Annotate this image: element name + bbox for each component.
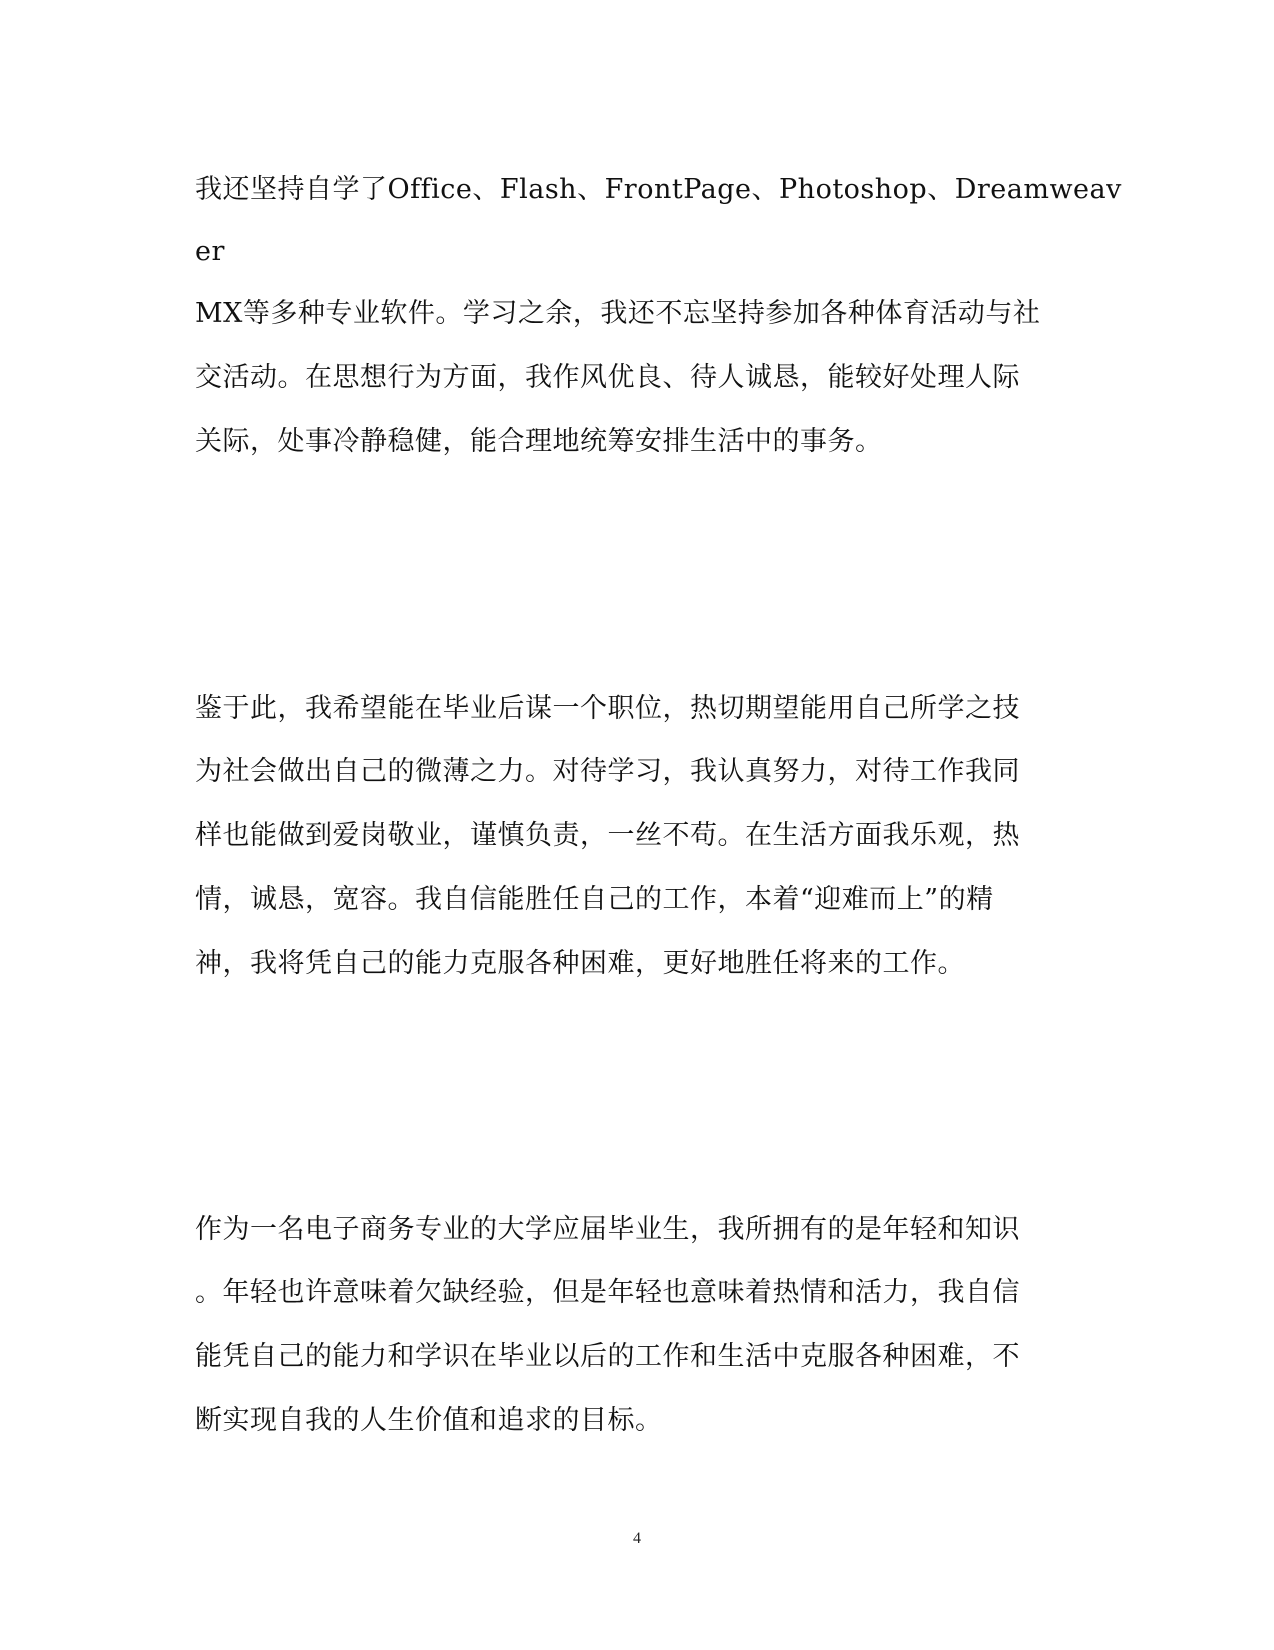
paragraph-3-line-4: 断实现自我的人生价值和追求的目标。 <box>195 1405 663 1436</box>
paragraph-2-line-2: 为社会做出自己的微薄之力。对待学习，我认真努力，对待工作我同 <box>195 756 1020 787</box>
paragraph-3-line-2: 。年轻也许意味着欠缺经验，但是年轻也意味着热情和活力，我自信 <box>195 1277 1020 1308</box>
paragraph-2-line-4: 情，诚恳，宽容。我自信能胜任自己的工作，本着“迎难而上”的精 <box>195 884 994 915</box>
paragraph-1-line-5: 关际，处事冷静稳健，能合理地统筹安排生活中的事务。 <box>195 426 883 457</box>
paragraph-3-line-1: 作为一名电子商务专业的大学应届毕业生，我所拥有的是年轻和知识 <box>195 1214 1020 1245</box>
page-number: 4 <box>633 1530 641 1547</box>
paragraph-2-line-3: 样也能做到爱岗敬业，谨慎负责，一丝不苟。在生活方面我乐观，热 <box>195 820 1020 851</box>
paragraph-1-line-1: 我还坚持自学了Office、Flash、FrontPage、Photoshop、Dreamweav <box>195 174 1122 205</box>
paragraph-1-line-4: 交活动。在思想行为方面，我作风优良、待人诚恳，能较好处理人际 <box>195 362 1020 393</box>
paragraph-1-line-2: er <box>195 236 225 267</box>
paragraph-2-line-1: 鉴于此，我希望能在毕业后谋一个职位，热切期望能用自己所学之技 <box>195 693 1020 724</box>
paragraph-3-line-3: 能凭自己的能力和学识在毕业以后的工作和生活中克服各种困难，不 <box>195 1341 1020 1372</box>
paragraph-1-line-3: MX等多种专业软件。学习之余，我还不忘坚持参加各种体育活动与社 <box>195 298 1041 329</box>
paragraph-2-line-5: 神，我将凭自己的能力克服各种困难，更好地胜任将来的工作。 <box>195 948 965 979</box>
